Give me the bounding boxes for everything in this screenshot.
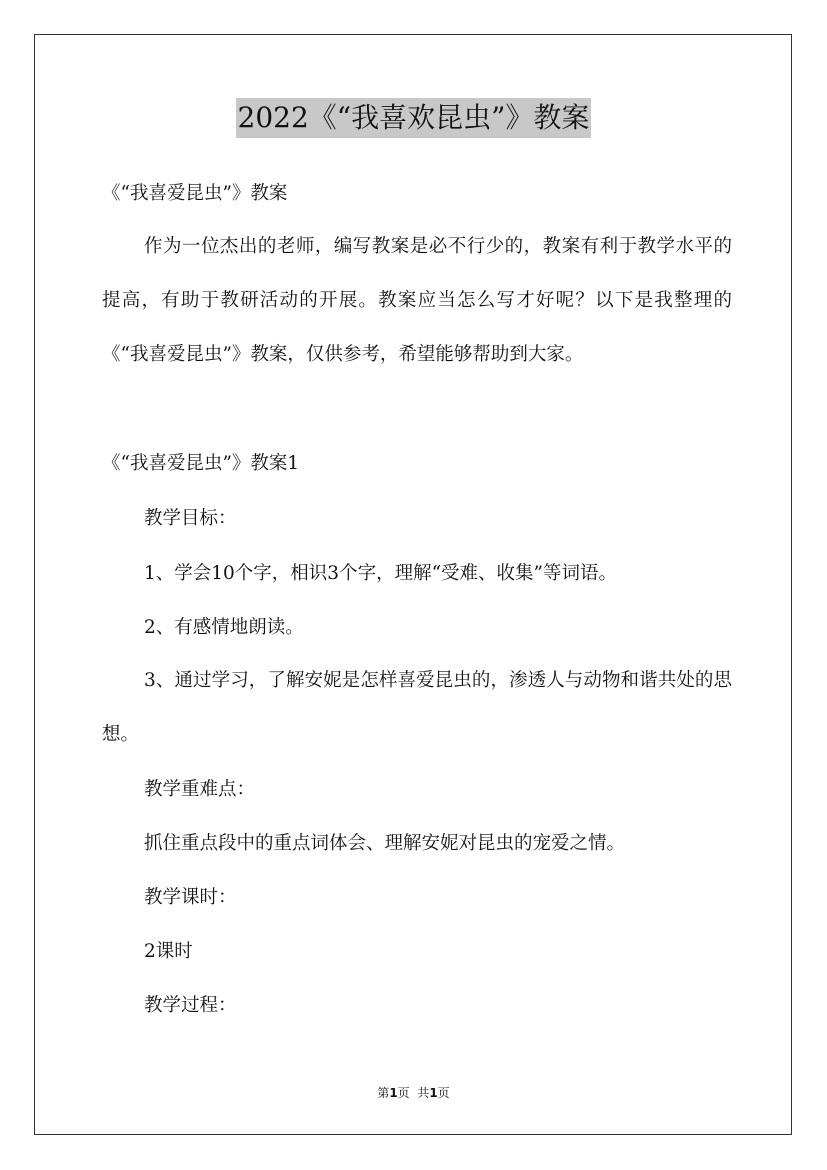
goal-item-3: 3、通过学习，了解安妮是怎样喜爱昆虫的，渗透人与动物和谐共处的思想。 bbox=[102, 670, 732, 745]
footer-suffix: 页 bbox=[437, 1086, 450, 1100]
page-footer bbox=[0, 1084, 827, 1101]
footer-prefix: 第 bbox=[377, 1086, 390, 1100]
key-difficulties-heading: 教学重难点： bbox=[144, 779, 256, 800]
section-heading-lesson-1: 《“我喜爱昆虫”》教案1 bbox=[102, 453, 300, 474]
intro-paragraph: 作为一位杰出的老师，编写教案是必不行少的，教案有利于教学水平的提高，有助于教研活动的开展。教案应当怎么写才好呢？以下是我整理的《“我喜爱昆虫”》教案，仅供参考，希望能够帮助到大家。 bbox=[102, 236, 732, 365]
teaching-process-heading: 教学过程： bbox=[144, 995, 237, 1016]
goal-item-2: 2、有感情地朗读。 bbox=[144, 617, 304, 638]
class-hours-value: 2课时 bbox=[144, 941, 193, 962]
title-container bbox=[0, 98, 827, 138]
section-heading-intro: 《“我喜爱昆虫”》教案 bbox=[102, 183, 288, 204]
goal-item-1: 1、学会10个字，相识3个字，理解“受难、收集”等词语。 bbox=[144, 563, 617, 584]
footer-total-pages: 1 bbox=[429, 1086, 438, 1100]
footer-mid: 页 共 bbox=[397, 1086, 430, 1100]
key-difficulties-text: 抓住重点段中的重点词体会、理解安妮对昆虫的宠爱之情。 bbox=[144, 833, 626, 854]
teaching-goals-heading: 教学目标： bbox=[144, 508, 237, 529]
class-hours-heading: 教学课时： bbox=[144, 887, 237, 908]
footer-current-page: 1 bbox=[389, 1086, 398, 1100]
document-title: 2022《“我喜欢昆虫”》教案 bbox=[236, 98, 592, 138]
